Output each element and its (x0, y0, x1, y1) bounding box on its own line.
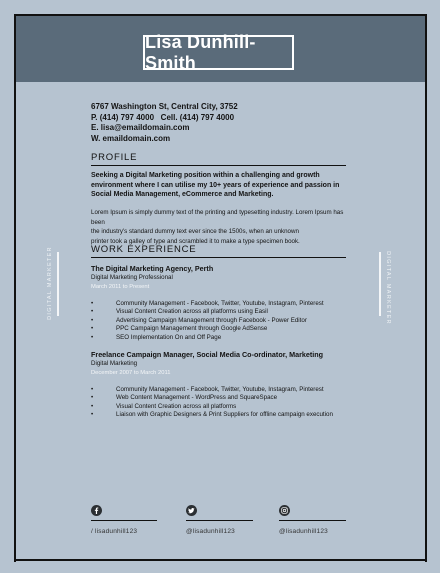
instagram-icon[interactable] (279, 505, 290, 516)
profile-heading: PROFILE (91, 152, 346, 166)
social-rule (279, 520, 346, 521)
social-instagram[interactable] (279, 505, 328, 535)
job-bullet: • Web Content Management - WordPress and SquareSpace (91, 394, 351, 402)
job-bullet: • Community Management - Facebook, Twitter, Youtube, Instagram, Pinterest (91, 300, 351, 308)
job-entry (91, 264, 351, 342)
contact-phones: P. (414) 797 4000 Cell. (414) 797 4000 (91, 112, 235, 122)
job-role: Digital Marketing Professional (91, 274, 173, 281)
social-handle[interactable]: @lisadunhill123 (186, 528, 235, 535)
contact-web[interactable]: W. emaildomain.com (91, 133, 171, 143)
job-title: The Digital Marketing Agency, Perth (91, 264, 214, 273)
resume-name: Lisa Dunhill-Smith (143, 35, 294, 70)
job-bullet: • PPC Campaign Management through Google AdSense (91, 325, 351, 333)
job-role: Digital Marketing (91, 360, 138, 367)
job-bullet: • Visual Content Creation across all platforms using Easil (91, 308, 351, 316)
contact-email[interactable]: E. lisa@emaildomain.com (91, 123, 190, 132)
contact-address: 6767 Washington St, Central City, 3752 (91, 102, 238, 111)
facebook-icon[interactable] (91, 505, 102, 516)
side-label-right (382, 247, 393, 329)
side-label-text: DIGITAL MARKETER (384, 251, 391, 325)
profile-body (91, 208, 356, 246)
side-label-text: DIGITAL MARKETER (46, 246, 53, 320)
twitter-icon[interactable] (186, 505, 197, 516)
job-bullet: • SEO Implementation On and Off Page (91, 334, 351, 342)
job-bullet: • Advertising Campaign Management through Facebook - Power Editor (91, 317, 351, 325)
job-entry (91, 350, 351, 420)
job-bullet: • Liaison with Graphic Designers & Print Suppliers for offline campaign execution (91, 411, 351, 419)
profile-body-line: Lorem Ipsum is simply dummy text of the printing and typesetting industry. Lorem Ipsum has been (91, 209, 344, 226)
work-experience-heading: WORK EXPERIENCE (91, 244, 346, 258)
bottom-border (14, 559, 427, 561)
job-title: Freelance Campaign Manager, Social Media Co-ordinator, Marketing (91, 350, 324, 359)
social-facebook[interactable] (91, 505, 138, 535)
job-bullets (91, 386, 351, 420)
side-label-left (44, 242, 55, 324)
social-rule (186, 520, 253, 521)
social-handle[interactable]: / lisadunhill123 (91, 528, 138, 535)
social-twitter[interactable] (186, 505, 235, 535)
job-dates: December 2007 to March 2011 (91, 370, 171, 376)
side-rule-left (57, 252, 59, 316)
profile-summary: Seeking a Digital Marketing position within a challenging and growth environment where I can utilise my 10+ years of experience and passion in Social Media Management, eCommerce and Marketing. (91, 172, 340, 198)
job-bullet: • Community Management - Facebook, Twitter, Youtube, Instagram, Pinterest (91, 386, 351, 394)
profile-body-line: printer took a galley of type and scrambled it to make a type specimen book. (91, 237, 300, 245)
job-bullets (91, 300, 351, 342)
job-bullet: • Visual Content Creation across all platforms (91, 403, 351, 411)
profile-body-line: the industry's standard dummy text ever since the 1500s, when an unknown (91, 228, 299, 235)
contact-block (91, 102, 238, 144)
side-rule-right (379, 252, 381, 316)
job-dates: March 2011 to Present (91, 284, 150, 290)
social-rule (91, 520, 157, 521)
social-handle[interactable]: @lisadunhill123 (279, 528, 328, 535)
